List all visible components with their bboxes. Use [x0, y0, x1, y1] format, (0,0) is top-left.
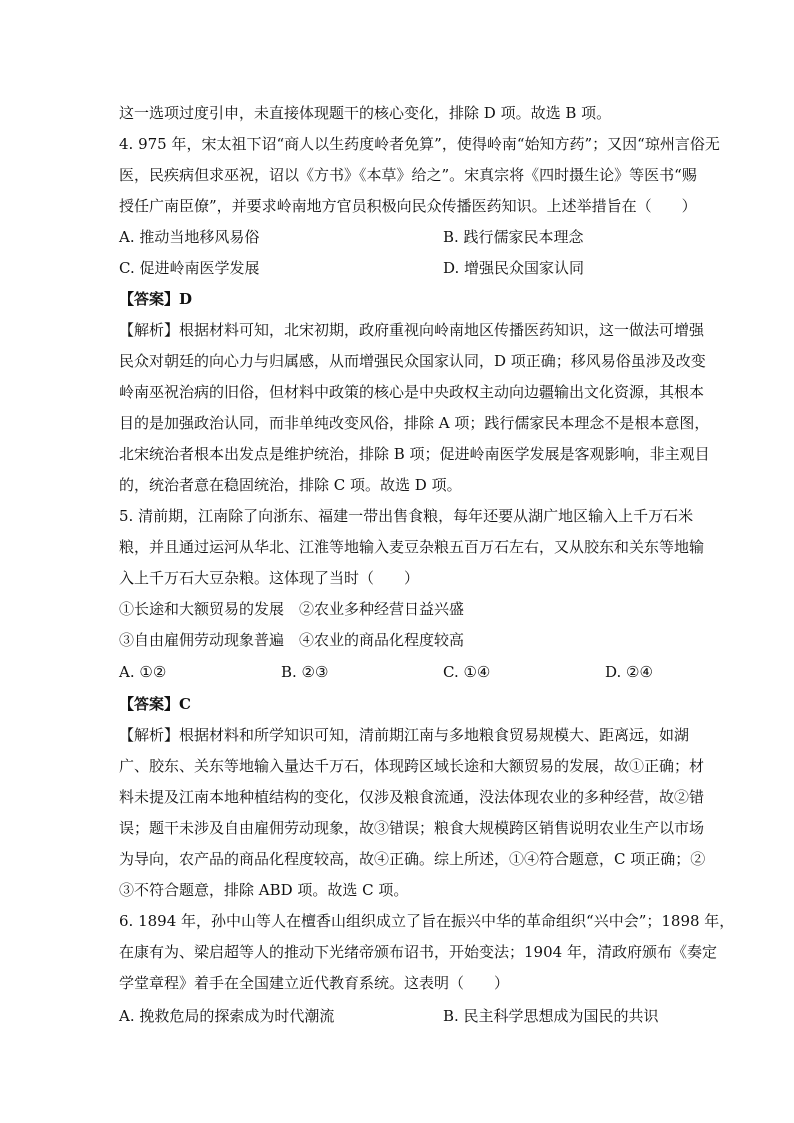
q4-option-d: D. 增强民众国家认同: [443, 259, 585, 277]
q5-analysis-line-5: 为导向，农产品的商品化程度较高，故④正确。综上所述，①④符合题意，C 项正确；②: [119, 850, 706, 868]
q4-option-a: A. 推动当地移风易俗: [119, 228, 260, 246]
q5-items-line-1: ①长途和大额贸易的发展 ②农业多种经营日益兴盛: [119, 600, 465, 618]
q5-option-a: A. ①②: [119, 663, 167, 681]
q5-option-c: C. ①④: [443, 663, 491, 681]
q5-option-b: B. ②③: [281, 663, 329, 681]
q3-analysis-tail: 这一选项过度引申，未直接体现题干的核心变化，排除 D 项。故选 B 项。: [119, 104, 612, 122]
q4-stem-line-1: 4. 975 年，宋太祖下诏“商人以生药度岭者免算”，使得岭南“始知方药”；又因“琼州言俗无: [119, 135, 720, 153]
q5-analysis-line-3: 料未提及江南本地种植结构的变化，仅涉及粮食流通，没法体现农业的多种经营，故②错: [119, 788, 705, 806]
q4-option-c: C. 促进岭南医学发展: [119, 259, 260, 277]
q5-stem-line-2: 粮，并且通过运河从华北、江淮等地输入麦豆杂粮五百万石左右，又从胶东和关东等地输: [119, 538, 705, 556]
q4-analysis-line-5: 北宋统治者根本出发点是维护统治，排除 B 项；促进岭南医学发展是客观影响，非主观目: [119, 445, 710, 463]
q5-analysis-line-6: ③不符合题意，排除 ABD 项。故选 C 项。: [119, 881, 409, 899]
q4-analysis-line-3: 岭南巫祝治病的旧俗，但材料中政策的核心是中央政权主动向边疆输出文化资源，其根本: [119, 383, 705, 401]
q6-stem-line-1: 6. 1894 年，孙中山等人在檀香山组织成立了旨在振兴中华的革命组织“兴中会”；1898 年，: [119, 912, 735, 930]
q6-option-a: A. 挽救危局的探索成为时代潮流: [119, 1007, 335, 1025]
q5-items-line-2: ③自由雇佣劳动现象普遍 ④农业的商品化程度较高: [119, 631, 465, 649]
q5-analysis-line-1: 【解析】根据材料和所学知识可知，清前期江南与多地粮食贸易规模大、距离远，如湖: [119, 726, 690, 744]
q4-analysis-line-4: 目的是加强政治认同，而非单纯改变风俗，排除 A 项；践行儒家民本理念不是根本意图，: [119, 414, 710, 432]
q4-analysis-line-1: 【解析】根据材料可知，北宋初期，政府重视向岭南地区传播医药知识，这一做法可增强: [119, 321, 705, 339]
q5-option-d: D. ②④: [605, 663, 653, 681]
q5-stem-line-1: 5. 清前期，江南除了向浙东、福建一带出售食粮，每年还要从湖广地区输入上千万石米: [119, 507, 694, 525]
q4-analysis-line-6: 的，统治者意在稳固统治，排除 C 项。故选 D 项。: [119, 476, 462, 494]
q6-stem-line-2: 在康有为、梁启超等人的推动下光绪帝颁布诏书，开始变法；1904 年，清政府颁布《奏定: [119, 943, 717, 961]
q5-analysis-line-2: 广、胶东、关东等地输入量达千万石，体现跨区域长途和大额贸易的发展，故①正确；材: [119, 757, 705, 775]
q5-answer: 【答案】C: [119, 695, 191, 713]
q6-stem-line-3: 学堂章程》着手在全国建立近代教育系统。这表明（ ）: [119, 974, 510, 992]
q6-option-b: B. 民主科学思想成为国民的共识: [443, 1007, 659, 1025]
q4-option-b: B. 践行儒家民本理念: [443, 228, 584, 246]
q5-stem-line-3: 入上千万石大豆杂粮。这体现了当时（ ）: [119, 569, 420, 587]
q4-stem-line-3: 授任广南臣僚”，并要求岭南地方官员积极向民众传播医药知识。上述举措旨在（ ）: [119, 197, 697, 215]
q5-analysis-line-4: 误；题干未涉及自由雇佣劳动现象，故③错误；粮食大规模跨区销售说明农业生产以市场: [119, 819, 705, 837]
q4-answer: 【答案】D: [119, 290, 193, 308]
q4-analysis-line-2: 民众对朝廷的向心力与归属感，从而增强民众国家认同，D 项正确；移风易俗虽涉及改变: [119, 352, 706, 370]
q4-stem-line-2: 医，民疾病但求巫祝，诏以《方书》《本草》给之”。宋真宗将《四时摄生论》等医书“赐: [119, 166, 697, 184]
